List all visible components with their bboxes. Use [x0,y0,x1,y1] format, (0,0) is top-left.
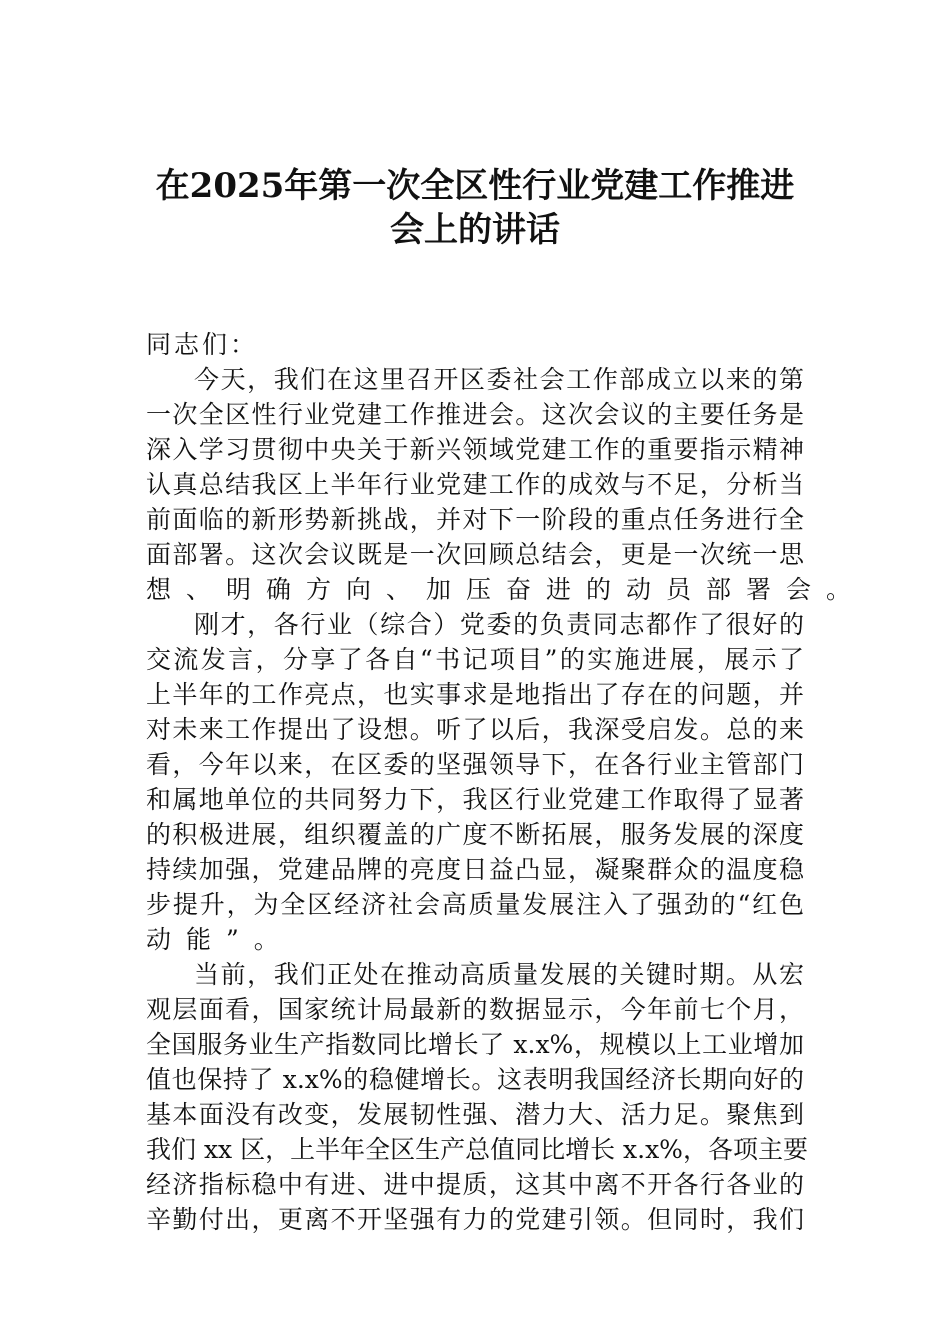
salutation: 同志们： [146,330,259,359]
paragraph-line: 观层面看，国家统计局最新的数据显示，今年前七个月， [146,995,804,1024]
paragraph-line: 上半年的工作亮点，也实事求是地指出了存在的问题，并 [146,680,804,709]
paragraph-line: 交流发言，分享了各自“书记项目”的实施进展，展示了 [146,645,804,674]
paragraph-line: 基本面没有改变，发展韧性强、潜力大、活力足。聚焦到 [146,1100,804,1129]
paragraph-line: 值也保持了 x.x%的稳健增长。这表明我国经济长期向好的 [146,1065,804,1094]
paragraph-line: 的积极进展，组织覆盖的广度不断拓展，服务发展的深度 [146,820,804,849]
paragraph-line: 一次全区性行业党建工作推进会。这次会议的主要任务是 [146,400,804,429]
paragraph-line: 全国服务业生产指数同比增长了 x.x%，规模以上工业增加 [146,1030,804,1059]
paragraph-line: 对未来工作提出了设想。听了以后，我深受启发。总的来 [146,715,804,744]
paragraph-line: 和属地单位的共同努力下，我区行业党建工作取得了显著 [146,785,804,814]
paragraph-line: 持续加强，党建品牌的亮度日益凸显，凝聚群众的温度稳 [146,855,804,884]
paragraph-line: 前面临的新形势新挑战，并对下一阶段的重点任务进行全 [146,505,804,534]
paragraph-line: 步提升，为全区经济社会高质量发展注入了强劲的“红色 [146,890,804,919]
paragraph-line: 面部署。这次会议既是一次回顾总结会，更是一次统一思 [146,540,804,569]
paragraph-line: 想、明确方向、加压奋进的动员部署会。 [146,575,867,604]
paragraph-line: 当前，我们正处在推动高质量发展的关键时期。从宏 [194,960,804,989]
paragraph-line: 深入学习贯彻中央关于新兴领域党建工作的重要指示精神 [146,435,804,464]
document-body [146,327,867,1237]
document-title-line-2: 会上的讲话 [390,210,560,250]
paragraph-line: 刚才，各行业（综合）党委的负责同志都作了很好的 [194,610,804,639]
document-title-line-1: 在2025年第一次全区性行业党建工作推进 [155,166,795,206]
paragraph-line: 经济指标稳中有进、进中提质，这其中离不开各行各业的 [146,1170,804,1199]
paragraph-line: 动能”。 [146,925,294,954]
paragraph-line: 辛勤付出，更离不开坚强有力的党建引领。但同时，我们 [146,1205,804,1234]
paragraph-line: 认真总结我区上半年行业党建工作的成效与不足，分析当 [146,470,804,499]
paragraph-line: 我们 xx 区，上半年全区生产总值同比增长 x.x%，各项主要 [146,1135,808,1164]
paragraph-line: 看，今年以来，在区委的坚强领导下，在各行业主管部门 [146,750,804,779]
paragraph-line: 今天，我们在这里召开区委社会工作部成立以来的第 [194,365,804,394]
